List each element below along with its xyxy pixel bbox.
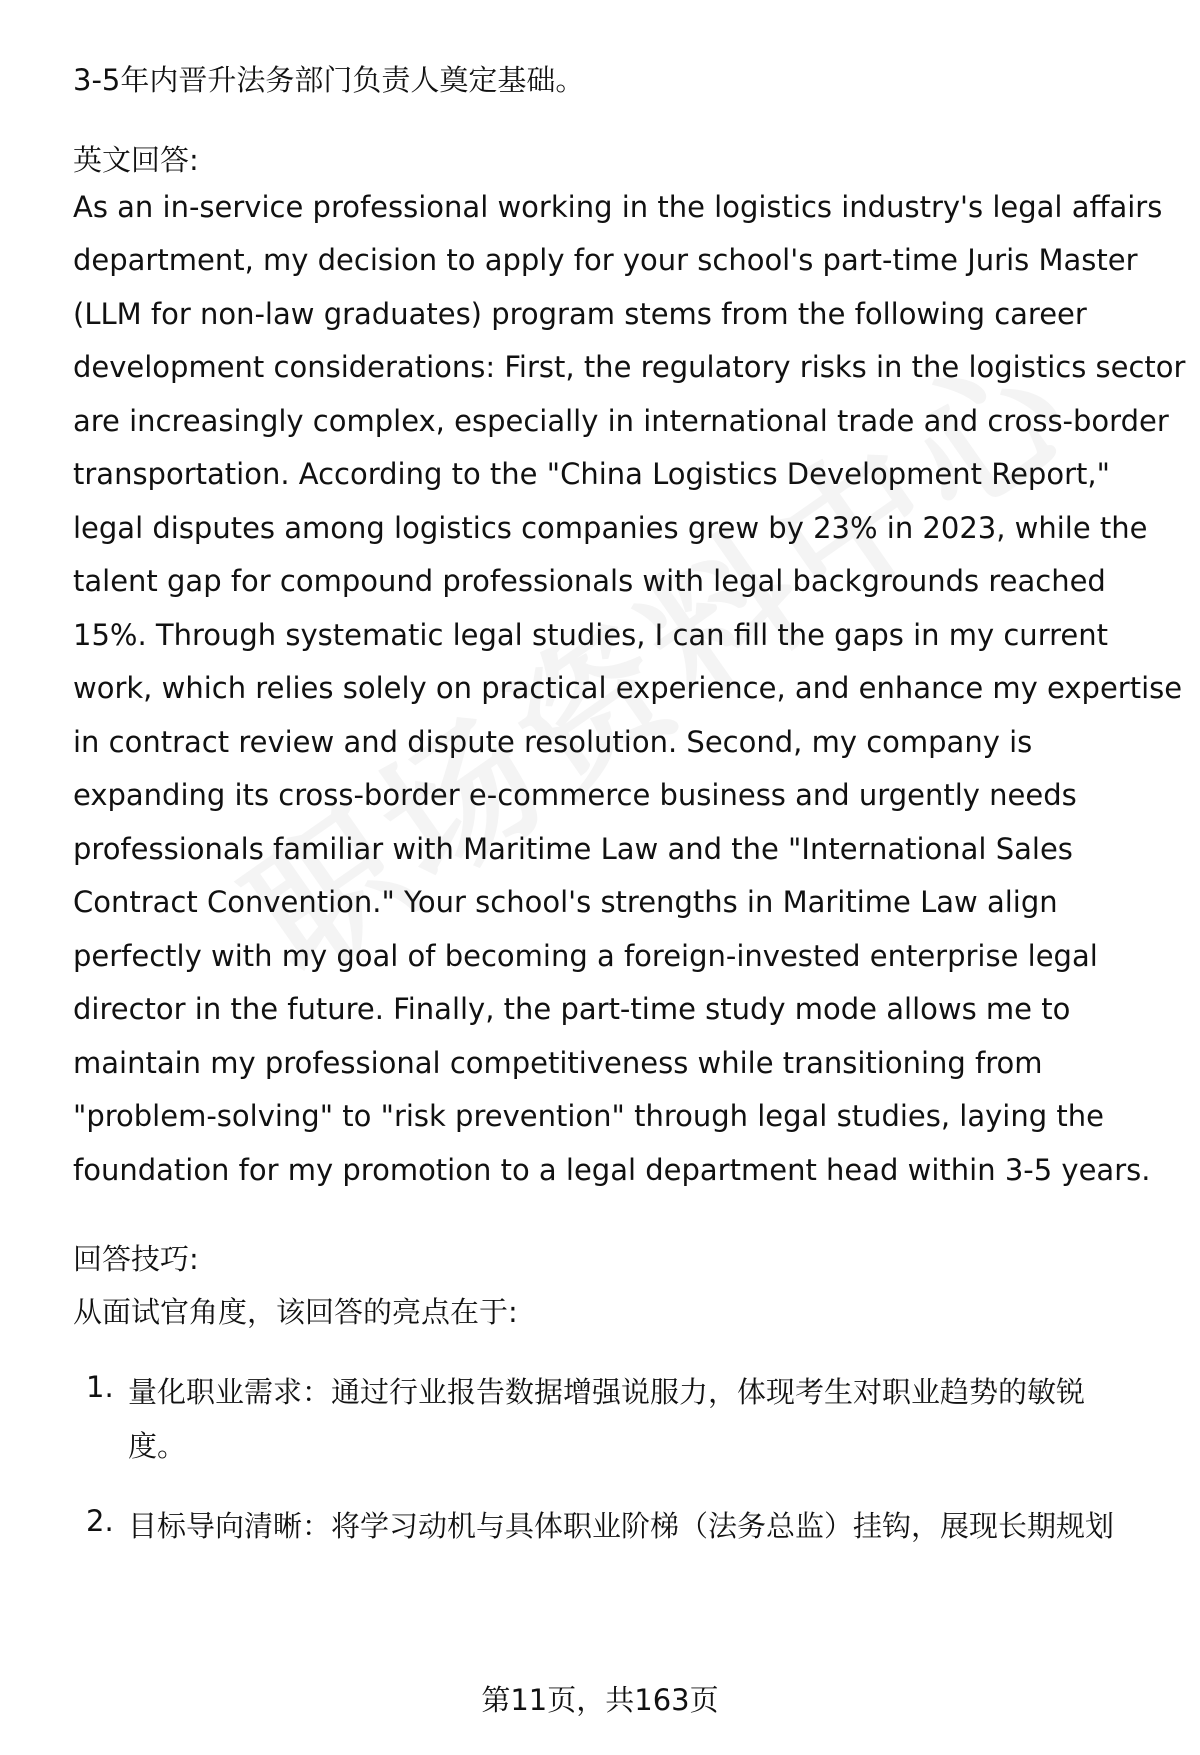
paragraph-line: Contract Convention." Your school's strengths in Maritime Law align: [73, 885, 1058, 919]
paragraph-line: 15%. Through systematic legal studies, I can fill the gaps in my current: [73, 618, 1108, 652]
list-item-text: 量化职业需求：通过行业报告数据增强说服力，体现考生对职业趋势的敏锐: [128, 1375, 1086, 1409]
english-answer-heading: 英文回答:: [73, 143, 199, 177]
paragraph-line: (LLM for non-law graduates) program stems from the following career: [73, 297, 1087, 331]
paragraph-line: As an in-service professional working in the logistics industry's legal affairs: [73, 190, 1163, 224]
paragraph-line: in contract review and dispute resolution. Second, my company is: [73, 725, 1033, 759]
list-number: 2.: [86, 1504, 114, 1538]
list-item-text: 目标导向清晰：将学习动机与具体职业阶梯（法务总监）挂钩，展现长期规划: [128, 1509, 1115, 1543]
tips-heading: 回答技巧:: [73, 1242, 199, 1276]
paragraph-line: legal disputes among logistics companies grew by 23% in 2023, while the: [73, 511, 1148, 545]
list-number: 1.: [86, 1370, 114, 1404]
paragraph-line: talent gap for compound professionals with legal backgrounds reached: [73, 564, 1106, 598]
paragraph-line: are increasingly complex, especially in international trade and cross-border: [73, 404, 1169, 438]
paragraph-line: expanding its cross-border e-commerce business and urgently needs: [73, 778, 1077, 812]
paragraph-line: professionals familiar with Maritime Law and the "International Sales: [73, 832, 1073, 866]
tips-intro: 从面试官角度，该回答的亮点在于:: [73, 1295, 518, 1329]
paragraph-line: department, my decision to apply for your school's part-time Juris Master: [73, 243, 1138, 277]
paragraph-line: transportation. According to the "China Logistics Development Report,": [73, 457, 1110, 491]
list-item-text: 度。: [128, 1429, 187, 1463]
paragraph-line: director in the future. Finally, the part-time study mode allows me to: [73, 992, 1071, 1026]
paragraph-line: work, which relies solely on practical experience, and enhance my expertise: [73, 671, 1183, 705]
paragraph-line: "problem-solving" to "risk prevention" through legal studies, laying the: [73, 1099, 1104, 1133]
page-footer: 第11页，共163页: [481, 1683, 719, 1717]
paragraph-line: development considerations: First, the regulatory risks in the logistics sector: [73, 350, 1186, 384]
paragraph-line: foundation for my promotion to a legal department head within 3-5 years.: [73, 1153, 1151, 1187]
continuation-text: 3-5年内晋升法务部门负责人奠定基础。: [73, 63, 585, 97]
paragraph-line: maintain my professional competitiveness while transitioning from: [73, 1046, 1043, 1080]
paragraph-line: perfectly with my goal of becoming a foreign-invested enterprise legal: [73, 939, 1098, 973]
